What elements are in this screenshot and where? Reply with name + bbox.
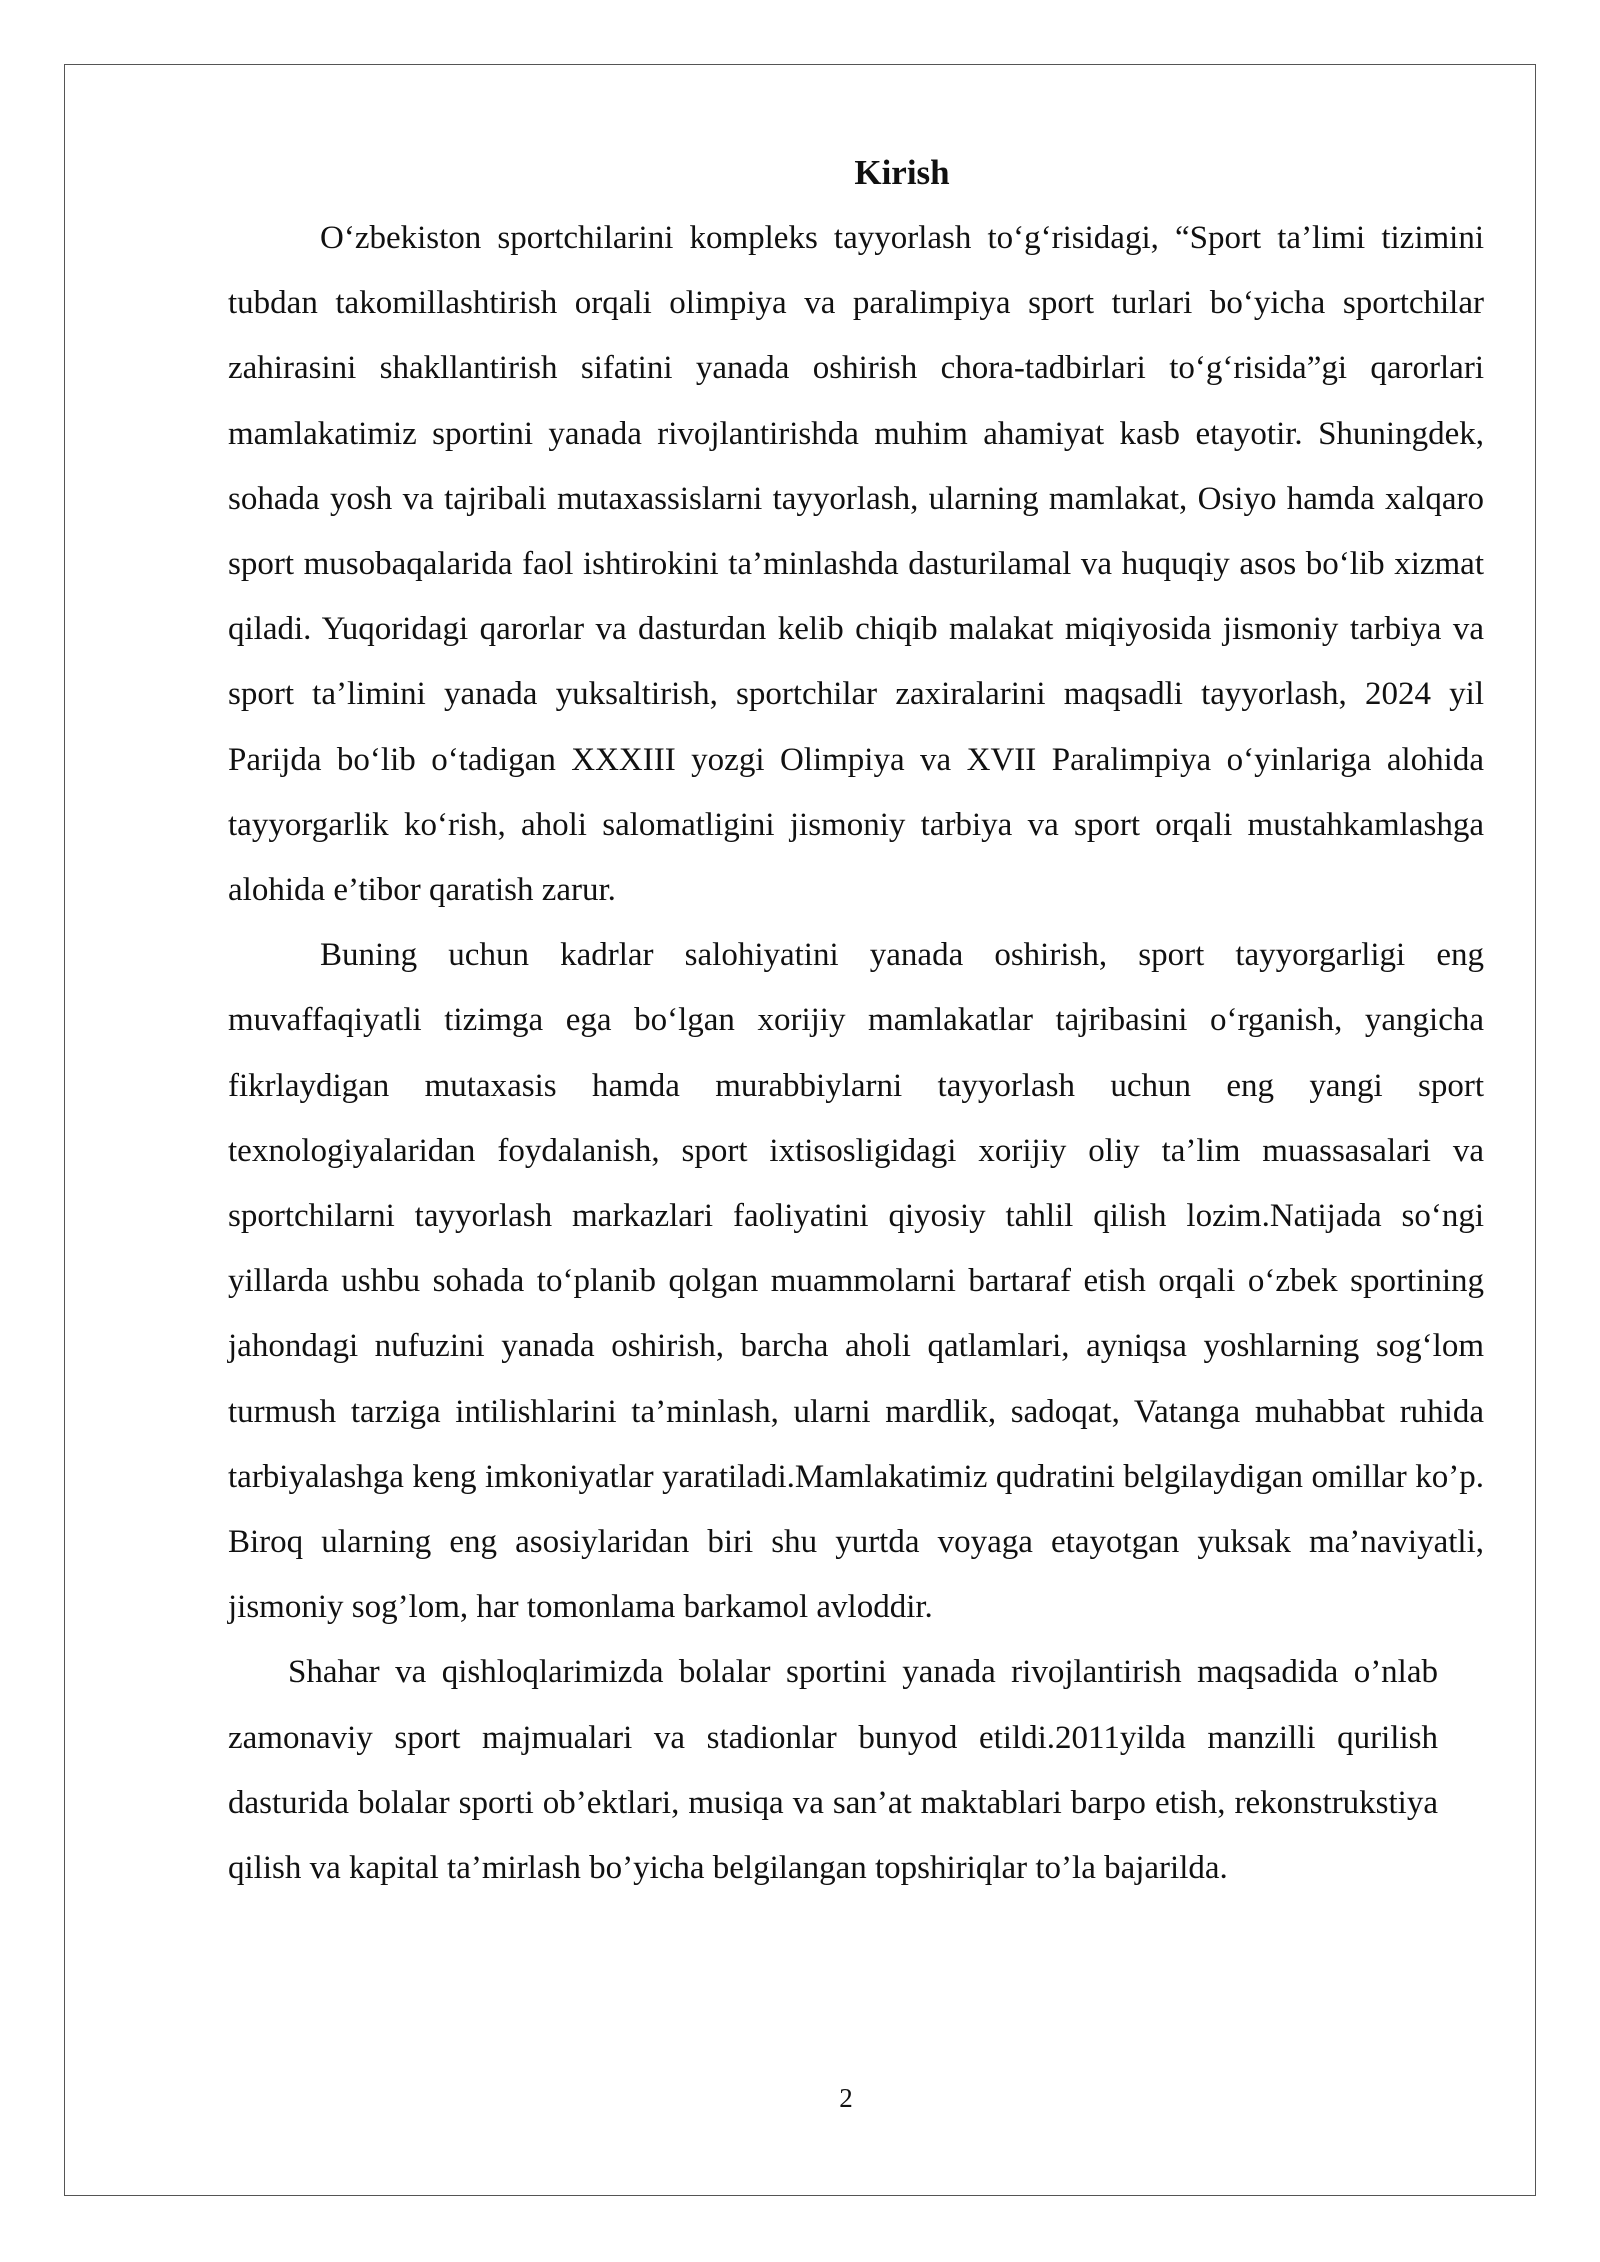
paragraph-2: Buning uchun kadrlar salohiyatini yanada oshirish, sport tayyorgarligi eng muvaffaqiyatli tizimga ega bo‘lgan xorijiy mamlakatlar tajribasini o‘rganish, yangicha fikrlaydigan mutaxasis hamda murabbiylarni tayyorlash uchun eng yangi sport texnologiyalaridan foydalanish, sport ixtisosligidagi xorijiy oliy ta’lim muassasalari va sportchilarni tayyorlash markazlari faoliyatini qiyosiy tahlil qilish lozim.Natijada so‘ngi yillarda ushbu sohada to‘planib qolgan muammolarni bartaraf etish orqali o‘zbek sportining jahondagi nufuzini yanada oshirish, barcha aholi qatlamlari, ayniqsa yoshlarning sog‘lom turmush tarziga intilishlarini ta’minlash, ularni mardlik, sadoqat, Vatanga muhabbat ruhida tarbiyalashga keng imkoniyatlar yaratiladi.Mamlakatimiz qudratini belgilaydigan omillar ko’p. Biroq ularning eng asosiylaridan biri shu yurtda voyaga etayotgan yuksak ma’naviyatli, jismoniy sog’lom, har tomonlama barkamol avloddir. [228, 937, 1484, 1626]
document-body [228, 140, 1484, 1901]
paragraph-1: O‘zbekiston sportchilarini kompleks tayyorlash to‘g‘risidagi, “Sport ta’limi tizimini tubdan takomillashtirish orqali olimpiya va paralimpiya sport turlari bo‘yicha sportchilar zahirasini shakllantirish sifatini yanada oshirish chora-tadbirlari to‘g‘risida”gi qarorlari mamlakatimiz sportini yanada rivojlantirishda muhim ahamiyat kasb etayotir. Shuningdek, sohada yosh va tajribali mutaxassislarni tayyorlash, ularning mamlakat, Osiyo hamda xalqaro sport musobaqalarida faol ishtirokini ta’minlashda dasturilamal va huquqiy asos bo‘lib xizmat qiladi. Yuqoridagi qarorlar va dasturdan kelib chiqib malakat miqiyosida jismoniy tarbiya va sport ta’limini yanada yuksaltirish, sportchilar zaxiralarini maqsadli tayyorlash, 2024 yil Parijda bo‘lib o‘tadigan XXXIII yozgi Olimpiya va XVII Paralimpiya o‘yinlariga alohida tayyorgarlik ko‘rish, aholi salomatligini jismoniy tarbiya va sport orqali mustahkamlashga alohida e’tibor qaratish zarur. [228, 220, 1484, 909]
page-number: 2 [839, 2083, 853, 2113]
paragraph-3: Shahar va qishloqlarimizda bolalar sportini yanada rivojlantirish maqsadida o’nlab zamonaviy sport majmualari va stadionlar bunyod etildi.2011yilda manzilli qurilish dasturida bolalar sporti ob’ektlari, musiqa va san’at maktablari barpo etish, rekonstrukstiya qilish va kapital ta’mirlash bo’yicha belgilangan topshiriqlar to’la bajarilda. [228, 1654, 1438, 1887]
page-title: Kirish [854, 153, 950, 192]
